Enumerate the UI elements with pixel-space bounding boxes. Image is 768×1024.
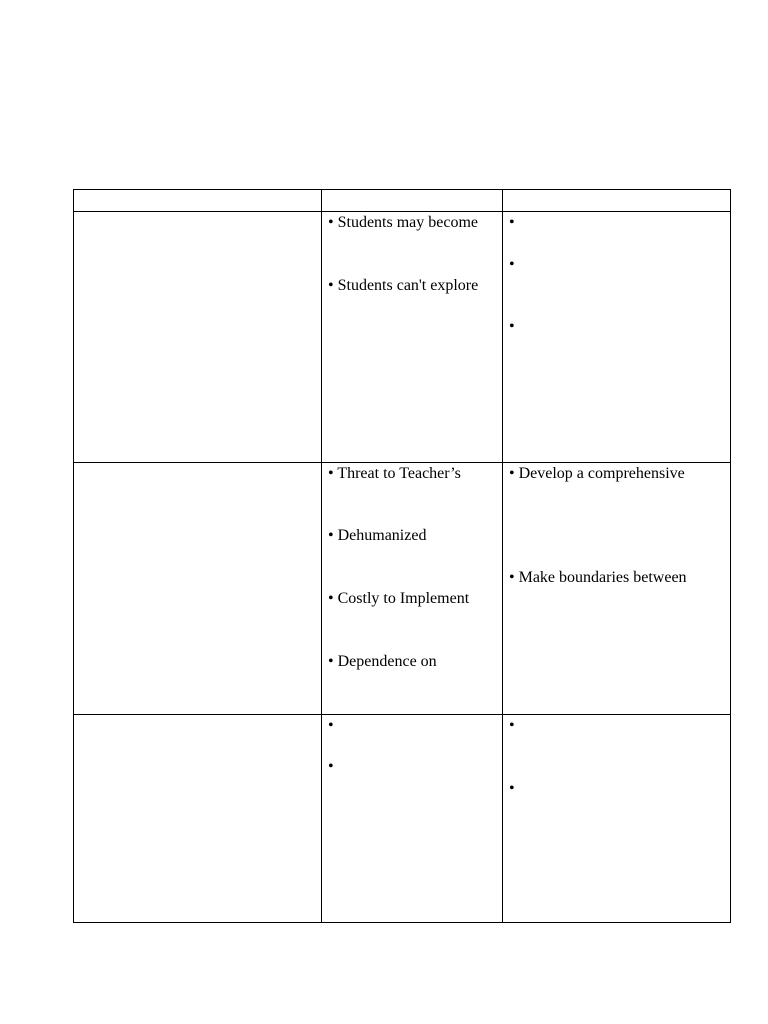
table-row: [74, 715, 731, 923]
bullet-item: •: [509, 318, 515, 335]
bullet-item: • Make boundaries between: [509, 569, 687, 586]
bullet-item: • Threat to Teacher’s: [328, 465, 461, 482]
table-header-row: [74, 190, 731, 212]
table-cell: [322, 212, 503, 463]
header-cell: [322, 190, 503, 212]
header-cell: [503, 190, 731, 212]
table-cell: [74, 212, 322, 463]
bullet-item: • Dehumanized: [328, 527, 427, 544]
bullet-item: • Students can't explore: [328, 277, 479, 294]
table-row: [74, 463, 731, 715]
bullet-item: • Dependence on: [328, 653, 437, 670]
table-row: [74, 212, 731, 463]
bullet-item: •: [328, 717, 334, 734]
bullet-item: •: [509, 717, 515, 734]
table-cell: [74, 715, 322, 923]
table-cell: [74, 463, 322, 715]
bullet-item: •: [509, 256, 515, 273]
table-cell: [503, 463, 731, 715]
bullet-item: • Students may become: [328, 214, 479, 231]
table-cell: [322, 463, 503, 715]
bullet-item: • Develop a comprehensive: [509, 465, 685, 482]
bullet-item: •: [509, 214, 515, 231]
table-cell: [503, 212, 731, 463]
table-cell: [503, 715, 731, 923]
bullet-item: • Costly to Implement: [328, 590, 470, 607]
header-cell: [74, 190, 322, 212]
bullet-item: •: [509, 780, 515, 797]
table-cell: [322, 715, 503, 923]
comparison-table: [73, 189, 731, 923]
bullet-item: •: [328, 758, 334, 775]
